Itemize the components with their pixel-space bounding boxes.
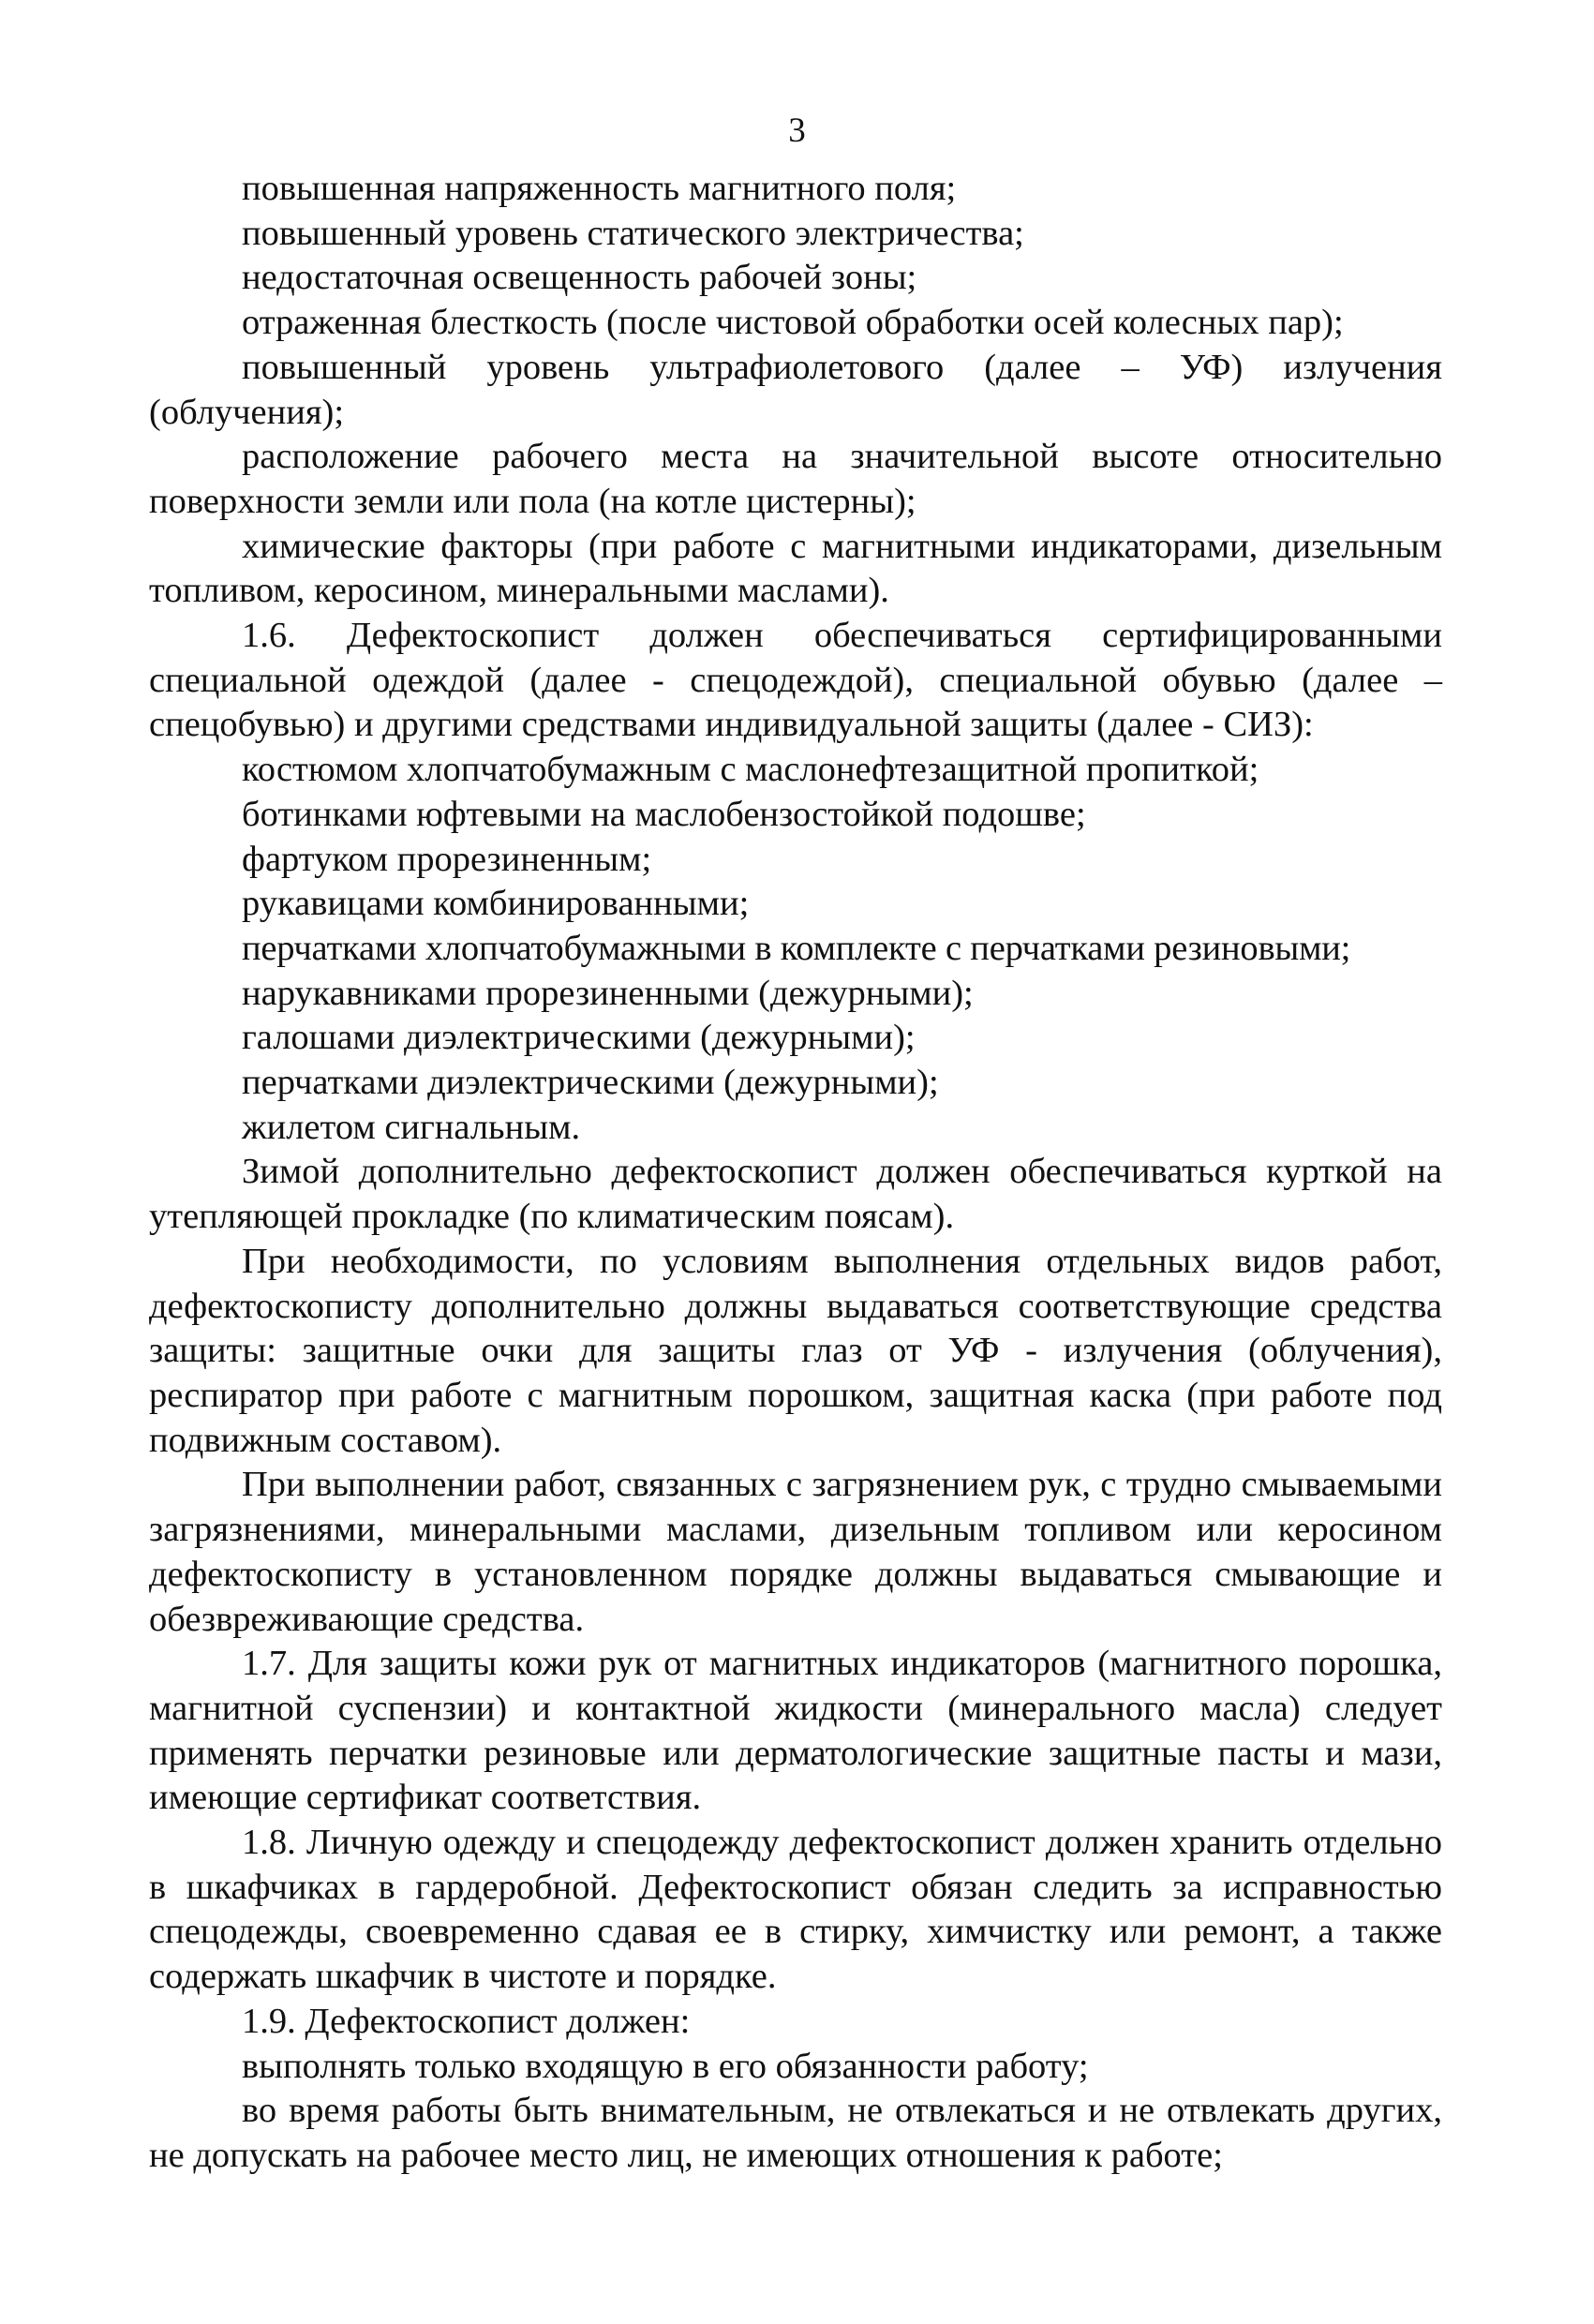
washing-agents-paragraph: При выполнении работ, связанных с загрязнением рук, с трудно смываемыми загрязнениями, минеральными маслами, дизельным топливом или керосином дефектоскописту в установленном порядке должны выдаваться смывающие и обезвреживающие средства. xyxy=(149,1465,1442,1639)
hazard-item-static-electricity: повышенный уровень статического электричества; xyxy=(242,213,1024,253)
hazard-item-chemical-factors: химические факторы (при работе с магнитными индикаторами, дизельным топливом, керосином, минеральными маслами). xyxy=(149,526,1442,611)
ppe-item-boots: ботинками юфтевыми на маслобензостойкой подошве; xyxy=(242,794,1086,834)
winter-jacket-paragraph: Зимой дополнительно дефектоскопист должен обеспечиваться курткой на утепляющей прокладке (по климатическим поясам). xyxy=(149,1152,1442,1237)
hazard-item-reflected-glare: отраженная блесткость (после чистовой обработки осей колесных пар); xyxy=(242,303,1344,343)
ppe-item-apron: фартуком прорезиненным; xyxy=(242,839,652,879)
ppe-item-cotton-suit: костюмом хлопчатобумажным с маслонефтезащитной пропиткой; xyxy=(242,750,1259,790)
ppe-item-cotton-gloves: перчатками хлопчатобумажными в комплекте с перчатками резиновыми; xyxy=(242,928,1351,968)
hazard-item-insufficient-lighting: недостаточная освещенность рабочей зоны; xyxy=(242,258,917,298)
section-1-7-paragraph: 1.7. Для защиты кожи рук от магнитных индикаторов (магнитного порошка, магнитной суспензии) и контактной жидкости (минерального масла) следует применять перчатки резиновые или дерматологические защитные пасты и мази, имеющие сертификат соответствия. xyxy=(149,1644,1442,1818)
hazard-item-height: расположение рабочего места на значительной высоте относительно поверхности земли или пола (на котле цистерны); xyxy=(149,437,1442,521)
document-body xyxy=(149,167,1442,2179)
duty-item-attention: во время работы быть внимательным, не отвлекаться и не отвлекать других, не допускать на рабочее место лиц, не имеющих отношения к работе; xyxy=(149,2091,1442,2175)
ppe-item-dielectric-gloves: перчатками диэлектрическими (дежурными); xyxy=(242,1063,939,1103)
hazard-item-uv-radiation: повышенный уровень ультрафиолетового (далее – УФ) излучения (облучения); xyxy=(149,347,1442,432)
section-1-8-paragraph: 1.8. Личную одежду и спецодежду дефектоскопист должен хранить отдельно в шкафчиках в гардеробной. Дефектоскопист обязан следить за исправностью спецодежды, своевременно сдавая ее в стирку, химчистку или ремонт, а также содержать шкафчик в чистоте и порядке. xyxy=(149,1823,1442,1997)
additional-protection-paragraph: При необходимости, по условиям выполнения отдельных видов работ, дефектоскописту дополнительно должны выдаваться соответствующие средства защиты: защитные очки для защиты глаз от УФ - излучения (облучения), респиратор при работе с магнитным порошком, защитная каска (при работе под подвижным составом). xyxy=(149,1241,1442,1460)
hazard-item-magnetic-field: повышенная напряженность магнитного поля; xyxy=(242,169,957,208)
duty-item-own-work: выполнять только входящую в его обязанности работу; xyxy=(242,2046,1089,2086)
ppe-item-mittens: рукавицами комбинированными; xyxy=(242,884,750,924)
section-1-6-paragraph: 1.6. Дефектоскопист должен обеспечиваться сертифицированными специальной одеждой (далее - спецодеждой), специальной обувью (далее – спецобувью) и другими средствами индивидуальной защиты (далее - СИЗ): xyxy=(149,616,1442,745)
page-number: 3 xyxy=(788,112,806,150)
ppe-item-dielectric-galoshes: галошами диэлектрическими (дежурными); xyxy=(242,1018,916,1058)
section-1-9-heading: 1.9. Дефектоскопист должен: xyxy=(242,2001,691,2041)
ppe-item-sleeves: нарукавниками прорезиненными (дежурными); xyxy=(242,973,974,1013)
ppe-item-signal-vest: жилетом сигнальным. xyxy=(242,1107,581,1147)
